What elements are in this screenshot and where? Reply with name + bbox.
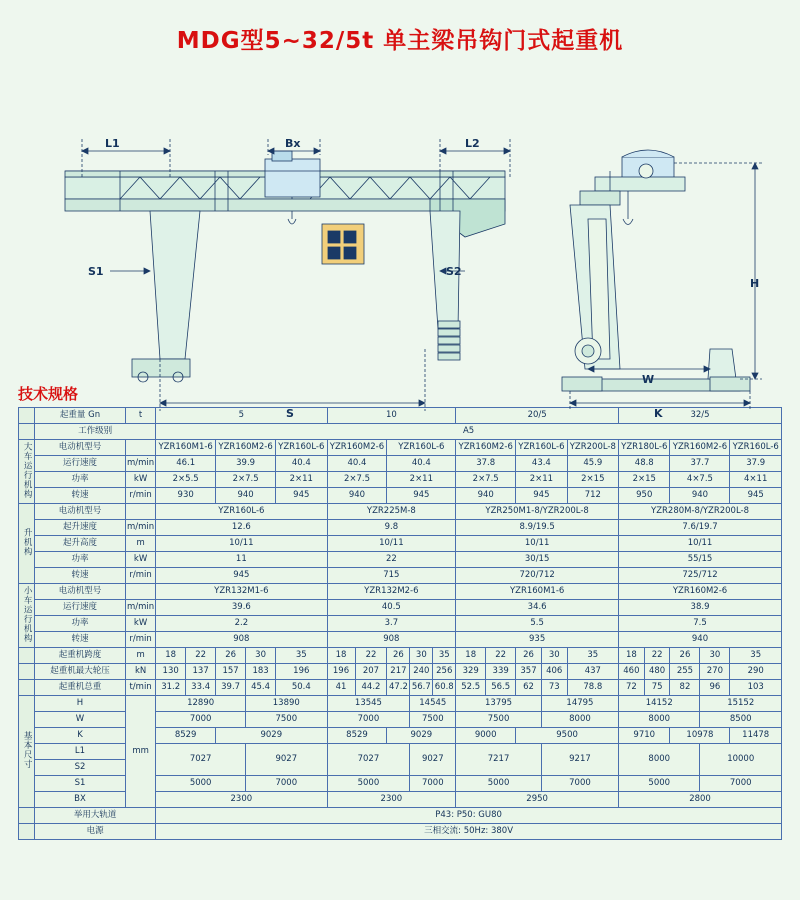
dim-label-H: H xyxy=(750,277,760,290)
cell: 38.9 xyxy=(619,600,782,616)
cell: 10978 xyxy=(670,728,730,744)
table-row xyxy=(19,824,782,840)
cell: 7217 xyxy=(456,744,542,776)
cell: 22 xyxy=(644,648,670,664)
row-label: 运行速度 xyxy=(35,456,126,472)
cell: 14152 xyxy=(619,696,700,712)
cell: 940 xyxy=(216,488,276,504)
row-label: 电动机型号 xyxy=(35,504,126,520)
cell: 13890 xyxy=(246,696,327,712)
spacer-cell xyxy=(19,424,35,440)
cell: 11478 xyxy=(730,728,782,744)
cell: 357 xyxy=(516,664,542,680)
cell: 256 xyxy=(433,664,456,680)
cell: 8000 xyxy=(619,744,700,776)
duty-label: 工作级别 xyxy=(35,424,156,440)
cell: 52.5 xyxy=(456,680,486,696)
cell: YZR132M2-6 xyxy=(327,584,456,600)
cell: 72 xyxy=(619,680,645,696)
cell: 35 xyxy=(276,648,327,664)
table-row xyxy=(19,808,782,824)
cell: 437 xyxy=(567,664,618,680)
table-row xyxy=(19,408,782,424)
cell: 183 xyxy=(246,664,276,680)
cell: 11 xyxy=(156,552,327,568)
cell: 26 xyxy=(516,648,542,664)
row-label: S2 xyxy=(35,760,126,776)
cell: 10/11 xyxy=(327,536,456,552)
cell: YZR280M-8/YZR200L-8 xyxy=(619,504,782,520)
cell: 7000 xyxy=(410,776,456,792)
table-row xyxy=(19,600,782,616)
row-unit: r/min xyxy=(126,632,156,648)
cell: 7000 xyxy=(327,712,410,728)
cell: 96 xyxy=(700,680,730,696)
spacer-cell xyxy=(19,408,35,424)
cell: 12.6 xyxy=(156,520,327,536)
cell: YZR160M1-6 xyxy=(156,440,216,456)
cell: 10/11 xyxy=(456,536,619,552)
table-row xyxy=(19,664,782,680)
cell: 945 xyxy=(516,488,567,504)
cell: 14545 xyxy=(410,696,456,712)
table-row xyxy=(19,536,782,552)
cell: 15152 xyxy=(700,696,782,712)
spacer-cell xyxy=(19,824,35,840)
cell: 8500 xyxy=(700,712,782,728)
cell: 60.8 xyxy=(433,680,456,696)
cell: YZR180L-6 xyxy=(619,440,670,456)
cell: 5000 xyxy=(456,776,542,792)
cell: 31.2 xyxy=(156,680,186,696)
cell: YZR160L-6 xyxy=(730,440,782,456)
group-label-travel: 大车运行机构 xyxy=(19,440,35,504)
cell: 39.9 xyxy=(216,456,276,472)
cell: 7027 xyxy=(327,744,410,776)
cell: 940 xyxy=(619,632,782,648)
cell: 130 xyxy=(156,664,186,680)
table-row xyxy=(19,552,782,568)
capacity-value-5: 5 xyxy=(156,408,327,424)
row-label: 转速 xyxy=(35,568,126,584)
cell: 37.7 xyxy=(670,456,730,472)
table-row xyxy=(19,648,782,664)
cell: 18 xyxy=(327,648,355,664)
cell: 9029 xyxy=(387,728,456,744)
cell: YZR160L-6 xyxy=(387,440,456,456)
cell: 22 xyxy=(486,648,516,664)
cell: 40.5 xyxy=(327,600,456,616)
cell: 26 xyxy=(670,648,700,664)
row-label: 功率 xyxy=(35,552,126,568)
cell: 41 xyxy=(327,680,355,696)
cell: 18 xyxy=(456,648,486,664)
row-label: H xyxy=(35,696,126,712)
cell: 39.6 xyxy=(156,600,327,616)
cell: 3.7 xyxy=(327,616,456,632)
cell: 33.4 xyxy=(186,680,216,696)
cell: YZR160L-6 xyxy=(516,440,567,456)
row-label: 功率 xyxy=(35,472,126,488)
table-row xyxy=(19,696,782,712)
cell: YZR160M1-6 xyxy=(456,584,619,600)
dim-label-K: K xyxy=(654,407,663,420)
cell: 9029 xyxy=(216,728,327,744)
cell: 50.4 xyxy=(276,680,327,696)
power-value: 三相交流: 50Hz: 380V xyxy=(156,824,782,840)
cell: 7000 xyxy=(156,712,246,728)
cell: 18 xyxy=(156,648,186,664)
capacity-value-10: 10 xyxy=(327,408,456,424)
cell: 8000 xyxy=(541,712,618,728)
cell: 2×15 xyxy=(567,472,618,488)
cell: YZR160M2-6 xyxy=(619,584,782,600)
cell: 940 xyxy=(670,488,730,504)
cell: 8.9/19.5 xyxy=(456,520,619,536)
cell: YZR160M2-6 xyxy=(216,440,276,456)
cell: 940 xyxy=(456,488,516,504)
spacer-cell xyxy=(19,680,35,696)
rail-value: P43: P50: GU80 xyxy=(156,808,782,824)
cell: 8000 xyxy=(619,712,700,728)
cell: 207 xyxy=(355,664,387,680)
cell: 329 xyxy=(456,664,486,680)
cell: 2×11 xyxy=(387,472,456,488)
cell: 720/712 xyxy=(456,568,619,584)
cell: 30 xyxy=(410,648,433,664)
cell: 8529 xyxy=(156,728,216,744)
cell: 7500 xyxy=(456,712,542,728)
cell: 930 xyxy=(156,488,216,504)
dim-label-S2: S2 xyxy=(446,265,462,278)
cell: 7000 xyxy=(246,776,327,792)
group-label-basic-dims: 基本尺寸 xyxy=(19,696,35,808)
cell: 47.2 xyxy=(387,680,410,696)
cell: 480 xyxy=(644,664,670,680)
cell: 7000 xyxy=(700,776,782,792)
cell: 40.4 xyxy=(387,456,456,472)
cell: 78.8 xyxy=(567,680,618,696)
cell: 255 xyxy=(670,664,700,680)
cell: 40.4 xyxy=(327,456,387,472)
row-label: 起升高度 xyxy=(35,536,126,552)
cell: 290 xyxy=(730,664,782,680)
capacity-unit: t xyxy=(126,408,156,424)
cell: 37.9 xyxy=(730,456,782,472)
cell: 22 xyxy=(186,648,216,664)
cell: 62 xyxy=(516,680,542,696)
row-unit xyxy=(126,584,156,600)
cell: 13545 xyxy=(327,696,410,712)
row-unit: kW xyxy=(126,616,156,632)
cell: 2300 xyxy=(156,792,327,808)
row-unit: m/min xyxy=(126,600,156,616)
cell: 18 xyxy=(619,648,645,664)
row-label: 功率 xyxy=(35,616,126,632)
cell: 945 xyxy=(276,488,327,504)
dim-label-S1: S1 xyxy=(88,265,104,278)
cell: 10/11 xyxy=(619,536,782,552)
cell: 2×7.5 xyxy=(327,472,387,488)
table-row xyxy=(19,488,782,504)
cell: 940 xyxy=(327,488,387,504)
power-label: 电源 xyxy=(35,824,156,840)
cell: 30 xyxy=(700,648,730,664)
spacer-cell xyxy=(19,808,35,824)
dim-label-L2: L2 xyxy=(465,137,480,150)
cell: 9500 xyxy=(516,728,619,744)
cell: 270 xyxy=(700,664,730,680)
row-label: 转速 xyxy=(35,488,126,504)
row-label: L1 xyxy=(35,744,126,760)
table-row xyxy=(19,584,782,600)
cell: 73 xyxy=(541,680,567,696)
cell: 2×7.5 xyxy=(216,472,276,488)
cell: 75 xyxy=(644,680,670,696)
cell: 908 xyxy=(156,632,327,648)
duty-value: A5 xyxy=(156,424,782,440)
cell: 945 xyxy=(156,568,327,584)
group-label-hoist: 升机构 xyxy=(19,504,35,584)
wheel-unit: kN xyxy=(126,664,156,680)
cell: 712 xyxy=(567,488,618,504)
cell: 2300 xyxy=(327,792,456,808)
cell: 13795 xyxy=(456,696,542,712)
table-row xyxy=(19,456,782,472)
cell: 10/11 xyxy=(156,536,327,552)
cell: 35 xyxy=(567,648,618,664)
cell: 9217 xyxy=(541,744,618,776)
table-row xyxy=(19,520,782,536)
cell: 14795 xyxy=(541,696,618,712)
cell: YZR160M2-6 xyxy=(327,440,387,456)
cell: 2×15 xyxy=(619,472,670,488)
cell: 9027 xyxy=(410,744,456,776)
cell: 43.4 xyxy=(516,456,567,472)
cell: 9027 xyxy=(246,744,327,776)
cell: 217 xyxy=(387,664,410,680)
cell: 45.9 xyxy=(567,456,618,472)
cell: 39.7 xyxy=(216,680,246,696)
dim-label-L1: L1 xyxy=(105,137,120,150)
cell: 103 xyxy=(730,680,782,696)
cell: YZR160M2-6 xyxy=(670,440,730,456)
row-label: 电动机型号 xyxy=(35,584,126,600)
weight-label: 起重机总重 xyxy=(35,680,126,696)
row-label: S1 xyxy=(35,776,126,792)
cell: 9710 xyxy=(619,728,670,744)
row-label: 转速 xyxy=(35,632,126,648)
cell: 22 xyxy=(327,552,456,568)
cell: 9000 xyxy=(456,728,516,744)
row-unit xyxy=(126,504,156,520)
cell: YZR200L-8 xyxy=(567,440,618,456)
cell: 26 xyxy=(387,648,410,664)
cell: 945 xyxy=(387,488,456,504)
cell: 35 xyxy=(433,648,456,664)
cell: 55/15 xyxy=(619,552,782,568)
row-unit xyxy=(126,440,156,456)
cell: YZR132M1-6 xyxy=(156,584,327,600)
cell: 196 xyxy=(276,664,327,680)
cell: 945 xyxy=(730,488,782,504)
cell: 2×11 xyxy=(516,472,567,488)
capacity-value-32-5: 32/5 xyxy=(619,408,782,424)
row-unit: m xyxy=(126,536,156,552)
cell: 30 xyxy=(246,648,276,664)
group-label-trolley: 小车运行机构 xyxy=(19,584,35,648)
table-row xyxy=(19,632,782,648)
cell: 45.4 xyxy=(246,680,276,696)
dim-label-Bx: Bx xyxy=(285,137,301,150)
cell: 7500 xyxy=(246,712,327,728)
cell: 37.8 xyxy=(456,456,516,472)
row-label: 起升速度 xyxy=(35,520,126,536)
cell: 26 xyxy=(216,648,246,664)
cell: 2950 xyxy=(456,792,619,808)
cell: 460 xyxy=(619,664,645,680)
spacer-cell xyxy=(19,664,35,680)
cell: 240 xyxy=(410,664,433,680)
cell: 12890 xyxy=(156,696,246,712)
table-row xyxy=(19,504,782,520)
table-row xyxy=(19,616,782,632)
dim-label-S: S xyxy=(286,407,294,420)
table-row xyxy=(19,680,782,696)
spacer-cell xyxy=(19,648,35,664)
cell: 7500 xyxy=(410,712,456,728)
cell: 725/712 xyxy=(619,568,782,584)
cell: 4×7.5 xyxy=(670,472,730,488)
cell: 2×7.5 xyxy=(456,472,516,488)
row-unit: kW xyxy=(126,552,156,568)
table-row xyxy=(19,424,782,440)
table-row xyxy=(19,568,782,584)
weight-unit: t/min xyxy=(126,680,156,696)
cell: 7.6/19.7 xyxy=(619,520,782,536)
wheel-label: 起重机最大轮压 xyxy=(35,664,126,680)
cell: 7027 xyxy=(156,744,246,776)
capacity-value-20-5: 20/5 xyxy=(456,408,619,424)
span-label: 起重机跨度 xyxy=(35,648,126,664)
cell: 30/15 xyxy=(456,552,619,568)
cell: 30 xyxy=(541,648,567,664)
basic-dims-unit: mm xyxy=(126,696,156,808)
cell: 22 xyxy=(355,648,387,664)
cell: YZR160L-6 xyxy=(276,440,327,456)
cell: 4×11 xyxy=(730,472,782,488)
cell: 9.8 xyxy=(327,520,456,536)
cell: 196 xyxy=(327,664,355,680)
cell: 82 xyxy=(670,680,700,696)
cell: 7000 xyxy=(541,776,618,792)
cell: YZR160M2-6 xyxy=(456,440,516,456)
rail-label: 举用大轨道 xyxy=(35,808,156,824)
cell: 2.2 xyxy=(156,616,327,632)
cell: YZR160L-6 xyxy=(156,504,327,520)
cell: 56.5 xyxy=(486,680,516,696)
row-label: 电动机型号 xyxy=(35,440,126,456)
cell: 2×11 xyxy=(276,472,327,488)
cell: 56.7 xyxy=(410,680,433,696)
cell: 10000 xyxy=(700,744,782,776)
cell: 406 xyxy=(541,664,567,680)
row-unit: r/min xyxy=(126,568,156,584)
cell: 715 xyxy=(327,568,456,584)
cell: 5000 xyxy=(327,776,410,792)
row-label: 运行速度 xyxy=(35,600,126,616)
cell: 935 xyxy=(456,632,619,648)
cell: 44.2 xyxy=(355,680,387,696)
table-row xyxy=(19,472,782,488)
cell: 2800 xyxy=(619,792,782,808)
cell: 2×5.5 xyxy=(156,472,216,488)
row-unit: m/min xyxy=(126,520,156,536)
cell: 908 xyxy=(327,632,456,648)
page-title: MDG型5~32/5t 单主梁吊钩门式起重机 xyxy=(176,28,624,54)
cell: 48.8 xyxy=(619,456,670,472)
cell: YZR225M-8 xyxy=(327,504,456,520)
cell: 5.5 xyxy=(456,616,619,632)
cell: 5000 xyxy=(156,776,246,792)
cell: 157 xyxy=(216,664,246,680)
row-unit: r/min xyxy=(126,488,156,504)
cell: 5000 xyxy=(619,776,700,792)
span-unit: m xyxy=(126,648,156,664)
specification-table xyxy=(18,407,782,840)
cell: YZR250M1-8/YZR200L-8 xyxy=(456,504,619,520)
row-label: K xyxy=(35,728,126,744)
capacity-label: 起重量 Gn xyxy=(35,408,126,424)
cell: 137 xyxy=(186,664,216,680)
cell: 46.1 xyxy=(156,456,216,472)
cell: 339 xyxy=(486,664,516,680)
cell: 8529 xyxy=(327,728,387,744)
spec-heading: 技术规格 xyxy=(18,385,79,403)
row-unit: m/min xyxy=(126,456,156,472)
row-label: W xyxy=(35,712,126,728)
cell: 7.5 xyxy=(619,616,782,632)
cell: 950 xyxy=(619,488,670,504)
row-unit: kW xyxy=(126,472,156,488)
row-label: BX xyxy=(35,792,126,808)
cell: 34.6 xyxy=(456,600,619,616)
cell: 35 xyxy=(730,648,782,664)
table-row xyxy=(19,440,782,456)
cell: 40.4 xyxy=(276,456,327,472)
dim-label-W: W xyxy=(642,373,655,386)
